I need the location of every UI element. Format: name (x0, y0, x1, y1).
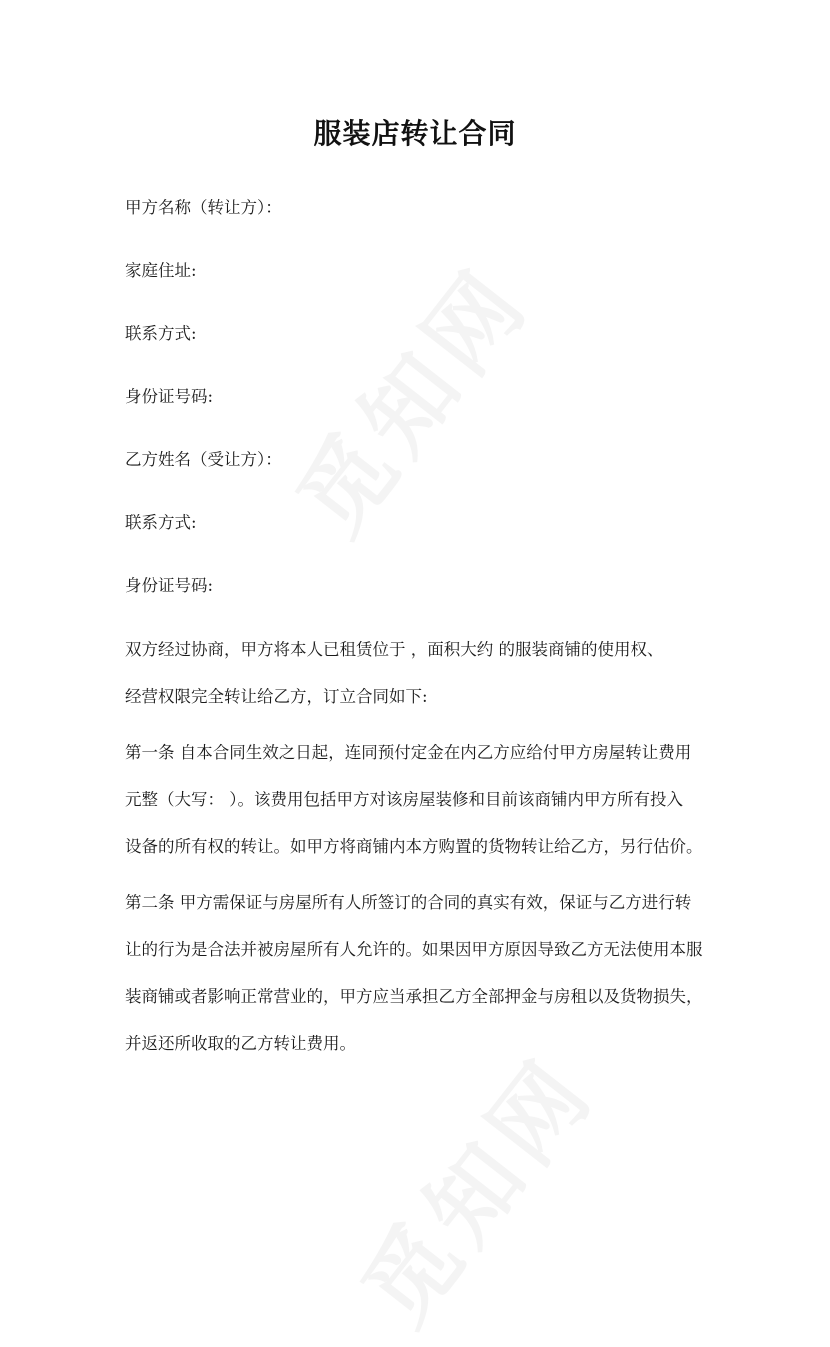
party-a-id-field: 身份证号码: (125, 387, 214, 406)
article-2-line: 第二条 甲方需保证与房屋所有人所签订的合同的真实有效，保证与乙方进行转 (125, 893, 692, 912)
intro-line: 双方经过协商，甲方将本人已租赁位于 ，面积大约 的服装商铺的使用权、 (125, 640, 664, 659)
article-1-line: 元整（大写： ）。该费用包括甲方对该房屋装修和目前该商铺内甲方所有投入 (125, 790, 683, 809)
party-a-name-field: 甲方名称（转让方）： (125, 198, 282, 217)
intro-paragraph (125, 639, 715, 733)
article-1-line: 设备的所有权的转让。如甲方将商铺内本方购置的货物转让给乙方，另行估价。 (125, 837, 703, 856)
party-b-name-field: 乙方姓名（受让方）： (125, 450, 282, 469)
article-2-line: 并返还所收取的乙方转让费用。 (125, 1034, 356, 1053)
party-a-contact-field: 联系方式: (125, 324, 197, 343)
document-title: 服装店转让合同 (313, 117, 517, 150)
article-1-paragraph (125, 742, 715, 883)
party-b-contact-field: 联系方式: (125, 513, 197, 532)
article-2-line: 让的行为是合法并被房屋所有人允许的。如果因甲方原因导致乙方无法使用本服 (125, 940, 703, 959)
party-a-address-field: 家庭住址: (125, 261, 197, 280)
party-b-id-field: 身份证号码: (125, 576, 214, 595)
intro-line: 经营权限完全转让给乙方，订立合同如下: (125, 687, 428, 706)
article-2-line: 装商铺或者影响正常营业的，甲方应当承担乙方全部押金与房租以及货物损失， (125, 987, 703, 1006)
watermark (262, 235, 554, 557)
article-2-paragraph (125, 892, 715, 1080)
article-1-line: 第一条 自本合同生效之日起，连同预付定金在内乙方应给付甲方房屋转让费用 (125, 743, 692, 762)
